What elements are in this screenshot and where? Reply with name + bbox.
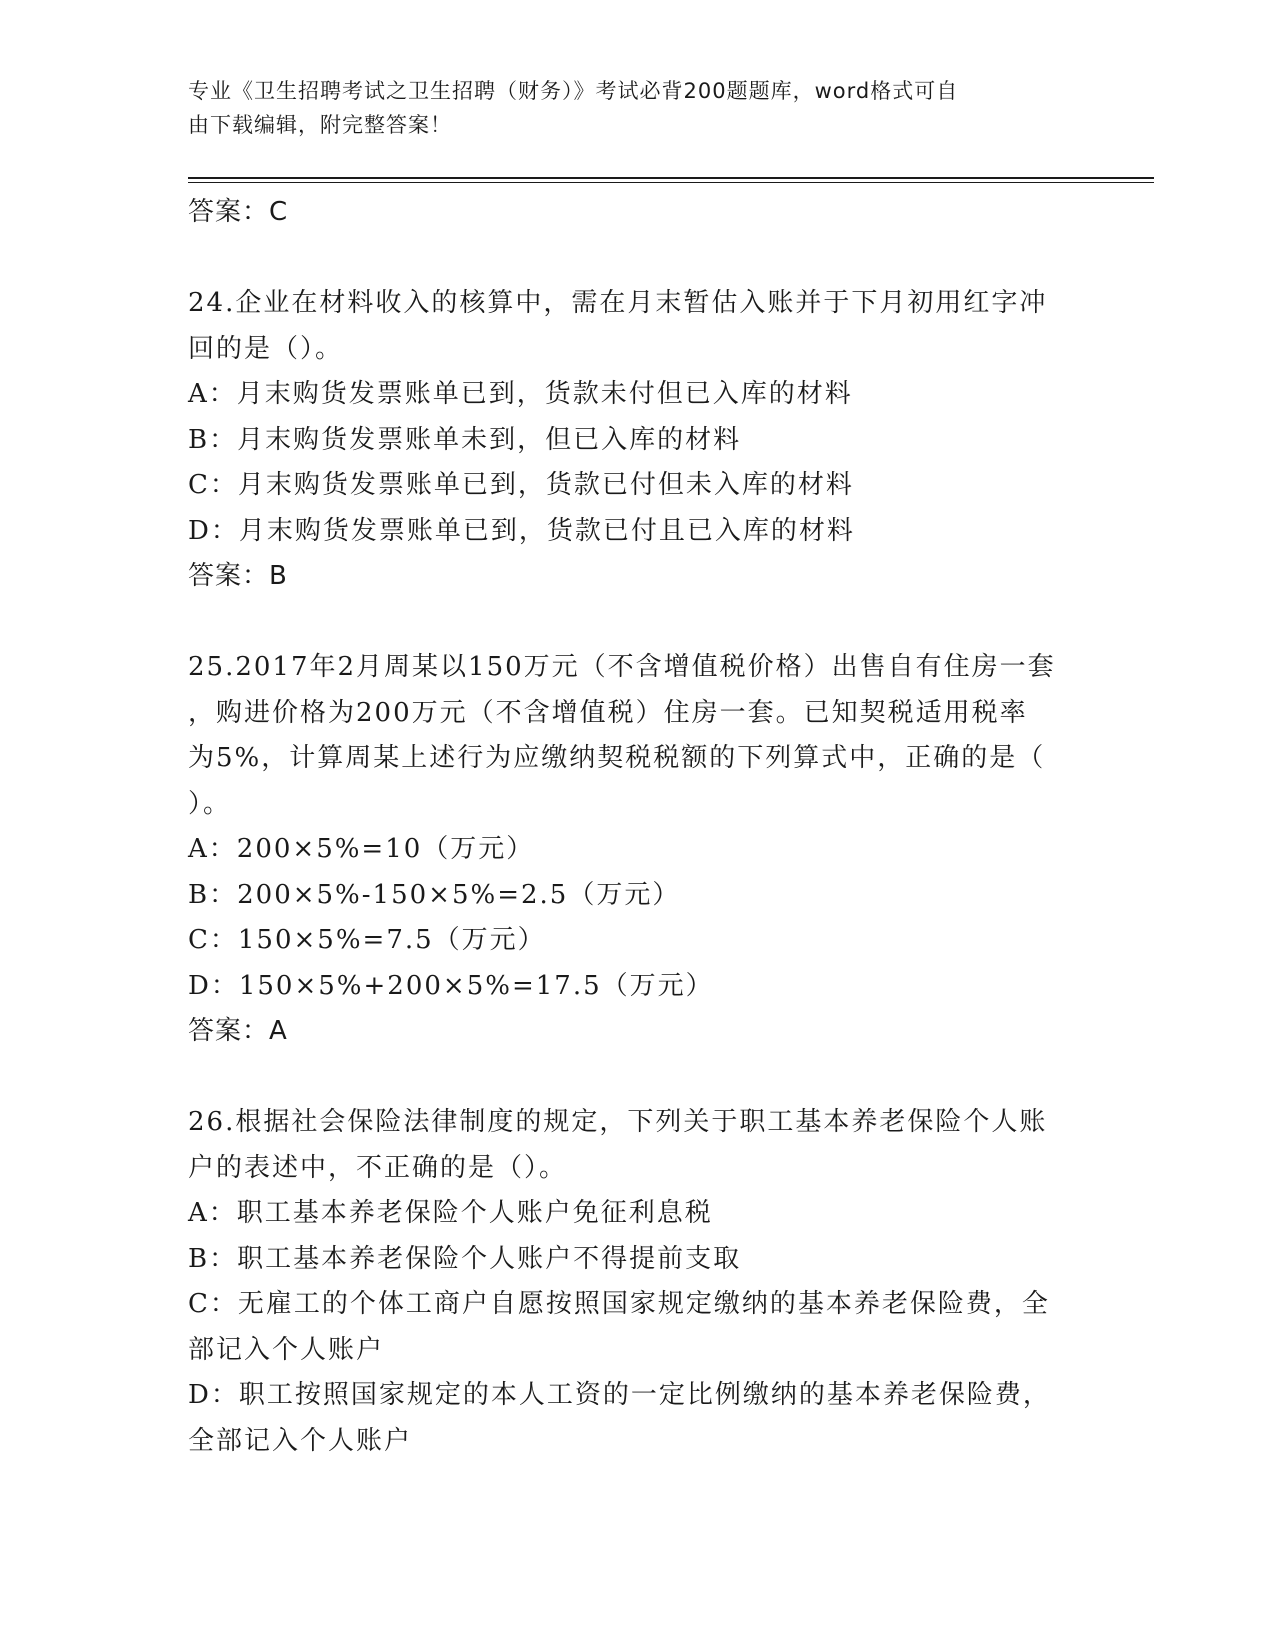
question-list (188, 190, 1088, 1464)
spacer (188, 1055, 1088, 1101)
document-header (188, 74, 1068, 142)
option-c: C：无雇工的个体工商户自愿按照国家规定缴纳的基本养老保险费，全 (188, 1289, 1050, 1319)
header-rule-thick (188, 177, 1154, 179)
question-26 (188, 1100, 1088, 1464)
answer-q25: 答案：A (188, 1016, 288, 1046)
question-stem: 25.2017年2月周某以150万元（不含增值税价格）出售自有住房一套 (188, 652, 1056, 682)
question-stem: 回的是（）。 (188, 333, 344, 364)
question-stem: 24.企业在材料收入的核算中，需在月末暂估入账并于下月初用红字冲 (188, 288, 1048, 318)
option-b: B：月末购货发票账单未到，但已入库的材料 (188, 424, 742, 455)
question-stem: ）。 (188, 788, 232, 819)
question-stem: ，购进价格为200万元（不含增值税）住房一套。已知契税适用税率 (188, 697, 1028, 728)
option-a: A：月末购货发票账单已到，货款未付但已入库的材料 (188, 379, 853, 409)
option-b: B：职工基本养老保险个人账户不得提前支取 (188, 1243, 742, 1274)
option-a: A：200×5%=10（万元） (188, 834, 535, 864)
spacer (188, 600, 1088, 646)
option-c-continued: 部记入个人账户 (188, 1334, 385, 1365)
header-line-1: 专业《卫生招聘考试之卫生招聘（财务）》考试必背200题题库，word格式可自 (188, 79, 959, 103)
option-b: B：200×5%-150×5%=2.5（万元） (188, 879, 681, 910)
question-25 (188, 645, 1088, 1055)
answer-q23: 答案：C (188, 197, 289, 227)
question-stem: 为5%，计算周某上述行为应缴纳契税税额的下列算式中，正确的是（ (188, 743, 1046, 773)
option-c: C：月末购货发票账单已到，货款已付但未入库的材料 (188, 470, 854, 500)
option-c: C：150×5%=7.5（万元） (188, 925, 546, 955)
answer-q24: 答案：B (188, 561, 288, 591)
option-d: D：150×5%+200×5%=17.5（万元） (188, 970, 714, 1001)
question-stem: 户的表述中，不正确的是（）。 (188, 1152, 568, 1183)
option-a: A：职工基本养老保险个人账户免征利息税 (188, 1198, 713, 1228)
option-d-continued: 全部记入个人账户 (188, 1425, 413, 1456)
question-stem: 26.根据社会保险法律制度的规定，下列关于职工基本养老保险个人账 (188, 1107, 1048, 1137)
header-rule-thin (188, 182, 1154, 183)
option-d: D：月末购货发票账单已到，货款已付且已入库的材料 (188, 515, 855, 546)
header-line-2: 由下载编辑，附完整答案！ (188, 113, 452, 137)
question-24 (188, 281, 1088, 600)
option-d: D：职工按照国家规定的本人工资的一定比例缴纳的基本养老保险费， (188, 1380, 1051, 1410)
spacer (188, 236, 1088, 282)
